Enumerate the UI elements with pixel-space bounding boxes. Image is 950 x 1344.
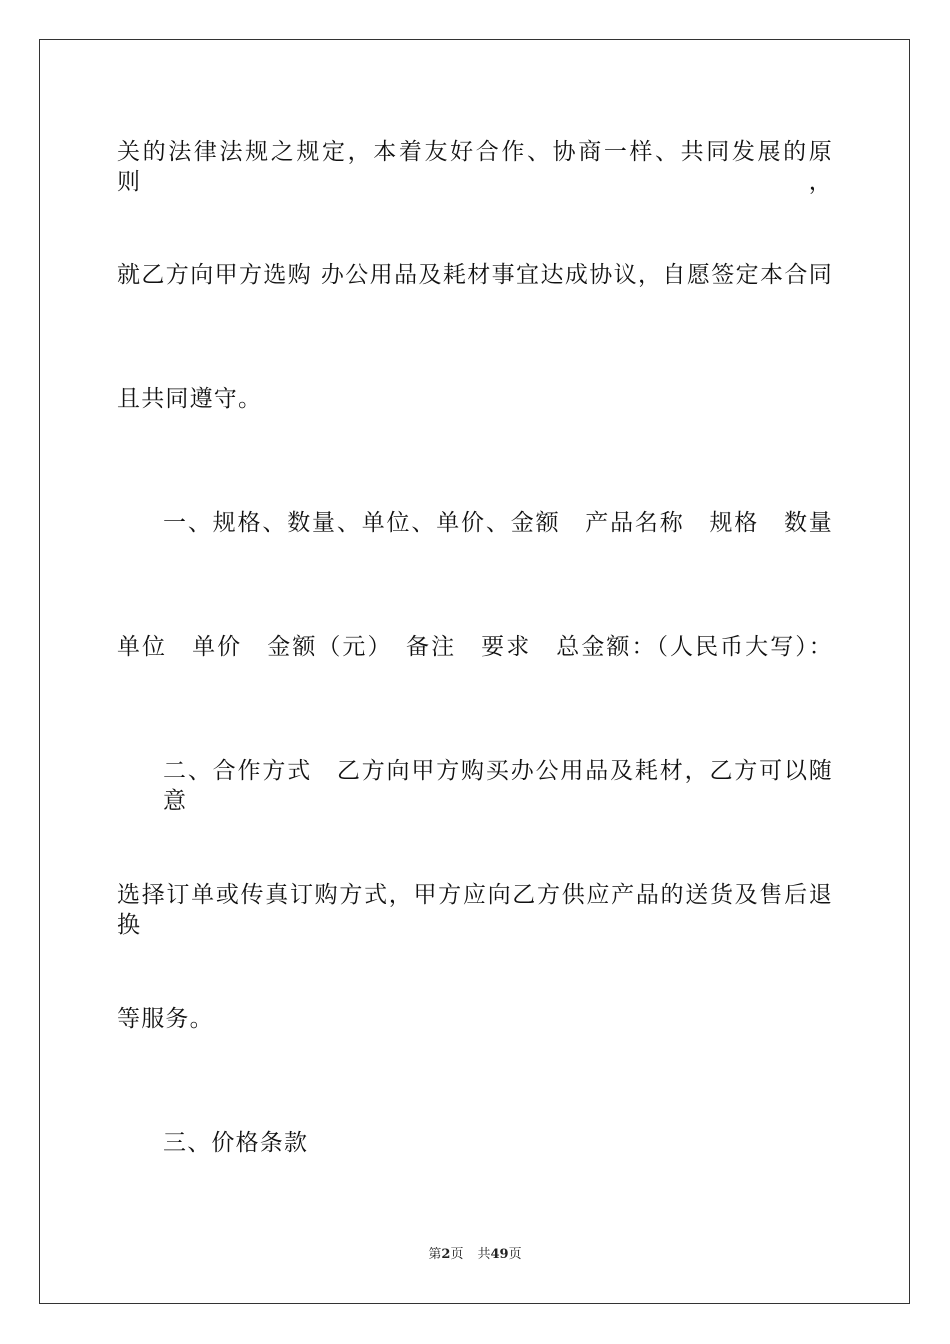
footer-page-suffix: 页 bbox=[450, 1247, 464, 1262]
footer-total-prefix: 共 bbox=[477, 1247, 491, 1262]
footer-page-prefix: 第 bbox=[428, 1247, 442, 1262]
footer-total-suffix: 页 bbox=[508, 1247, 522, 1262]
section-heading-price-terms: 三、价格条款 bbox=[163, 1130, 309, 1156]
body-text-line-8: 等服务。 bbox=[117, 1006, 214, 1032]
body-text-line-7: 选择订单或传真订购方式，甲方应向乙方供应产品的送货及售后退换 bbox=[117, 882, 833, 938]
page-footer bbox=[0, 1246, 950, 1264]
footer-page-number: 2 bbox=[441, 1247, 451, 1262]
body-text-line-1: 关的法律法规之规定，本着友好合作、协商一样、共同发展的原则， bbox=[117, 139, 833, 195]
section-heading-cooperation: 二、合作方式 乙方向甲方购买办公用品及耗材，乙方可以随意 bbox=[163, 758, 833, 814]
body-text-line-3: 且共同遵守。 bbox=[117, 386, 263, 412]
body-text-line-5: 单位 单价 金额（元） 备注 要求 总金额：（人民币大写）： bbox=[117, 634, 833, 660]
body-text-line-2: 就乙方向甲方选购 办公用品及耗材事宜达成协议，自愿签定本合同 bbox=[117, 262, 833, 288]
section-heading-specifications: 一、规格、数量、单位、单价、金额 产品名称 规格 数量 bbox=[163, 510, 833, 536]
footer-total-pages: 49 bbox=[490, 1247, 509, 1262]
page-border bbox=[39, 39, 910, 1304]
